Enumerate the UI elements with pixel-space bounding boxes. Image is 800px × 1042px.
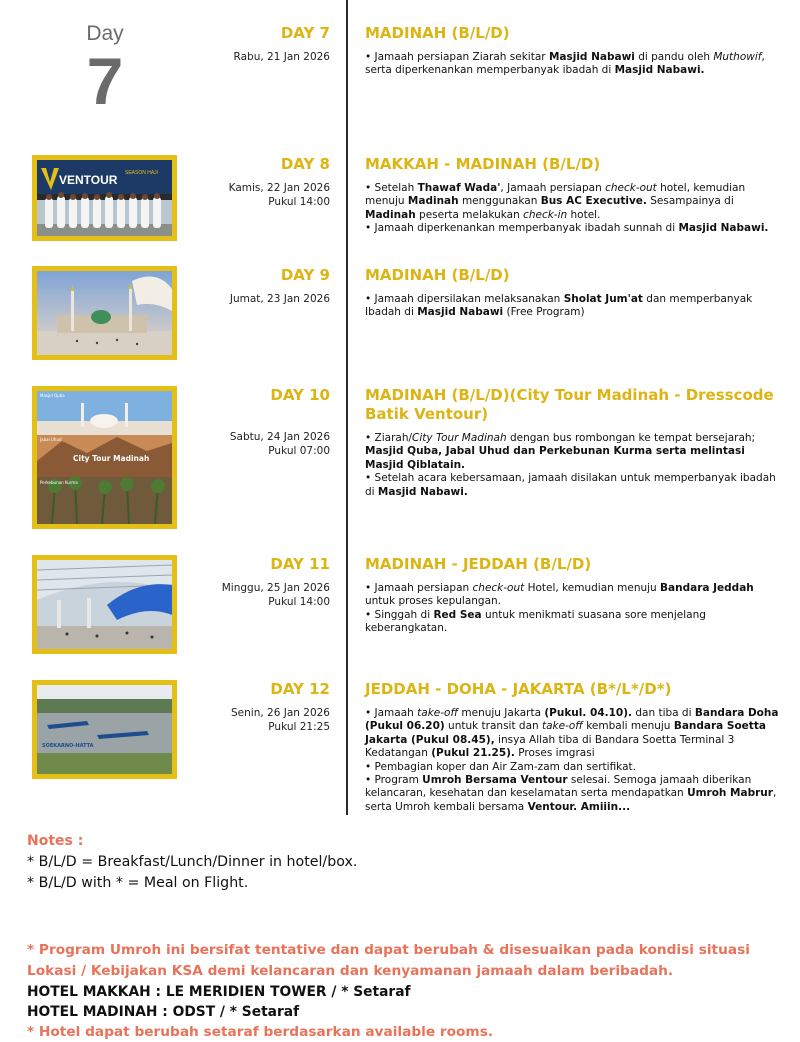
photo-label: Perkebunan Kurma bbox=[40, 480, 78, 485]
day-date-block bbox=[180, 24, 330, 64]
day-title: DAY 11 bbox=[270, 555, 330, 573]
day-date bbox=[180, 181, 330, 209]
day-heading: JEDDAH - DOHA - JAKARTA (B*/L*/D*) bbox=[365, 680, 672, 698]
bullet-item: • Jamaah dipersilakan melaksanakan Sholat Jum'at dan memperbanyak Ibadah di Masjid Nabawi (Free Program) bbox=[365, 293, 753, 319]
day-date-block bbox=[180, 680, 330, 734]
bullet-item: • Setelah acara kebersamaan, jamaah disilakan untuk memperbanyak ibadah di Masjid Nabawi. bbox=[365, 472, 776, 498]
day-title: DAY 7 bbox=[280, 24, 330, 42]
day-title: DAY 12 bbox=[270, 680, 330, 698]
day-title: DAY 9 bbox=[280, 266, 330, 284]
footer-section bbox=[27, 940, 787, 1042]
bullet-item: • Setelah Thawaf Wada', Jamaah persiapan check-out hotel, kemudian menuju Madinah menggunakan Bus AC Executive. Sesampainya di Madinah peserta melakukan check-in hotel. bbox=[365, 182, 746, 221]
day-time: Pukul 14:00 bbox=[268, 596, 330, 608]
bullet-item: • Jamaah persiapan Ziarah sekitar Masjid Nabawi di pandu oleh Muthowif, serta diperkenankan memperbanyak ibadah di Masjid Nabawi. bbox=[365, 51, 765, 77]
photo-city-tour-madinah bbox=[32, 386, 177, 529]
day-content bbox=[365, 155, 780, 236]
day-date-text: Senin, 26 Jan 2026 bbox=[231, 707, 330, 719]
day-description bbox=[365, 51, 780, 78]
photo-caption-small: SEASON HAJI bbox=[125, 170, 159, 176]
day-title: DAY 8 bbox=[280, 155, 330, 173]
photo-caption: SOEKARNO-HATTA bbox=[42, 743, 94, 749]
hotel-note: * Hotel dapat berubah setaraf berdasarkan available rooms. bbox=[27, 1024, 494, 1040]
day-description bbox=[365, 707, 780, 814]
day-date-text: Minggu, 25 Jan 2026 bbox=[221, 582, 330, 594]
notes-line: * B/L/D with * = Meal on Flight. bbox=[27, 875, 249, 891]
photo-caption: City Tour Madinah bbox=[73, 454, 150, 463]
photo-jeddah-airport bbox=[32, 555, 177, 654]
day-badge bbox=[60, 22, 150, 118]
day-description bbox=[365, 582, 780, 636]
day-date: Rabu, 21 Jan 2026 bbox=[233, 51, 330, 63]
photo-label: Jabal Uhud bbox=[40, 437, 62, 442]
day-title: DAY 10 bbox=[270, 386, 330, 404]
hotel-madinah: HOTEL MADINAH : ODST / * Setaraf bbox=[27, 1004, 300, 1020]
timeline-divider bbox=[346, 0, 348, 815]
day-date-block bbox=[180, 155, 330, 209]
day-date-text: Sabtu, 24 Jan 2026 bbox=[229, 431, 330, 443]
day-time: Pukul 14:00 bbox=[268, 196, 330, 208]
day-date: Jumat, 23 Jan 2026 bbox=[229, 293, 330, 305]
day-content bbox=[365, 555, 780, 636]
day-date-block bbox=[180, 386, 330, 458]
notes-section bbox=[27, 833, 787, 891]
bullet-item: • Jamaah diperkenankan memperbanyak ibadah sunnah di Masjid Nabawi. bbox=[365, 222, 769, 235]
day-content bbox=[365, 680, 780, 814]
notes-line: * B/L/D = Breakfast/Lunch/Dinner in hotel/box. bbox=[27, 854, 358, 870]
day-heading: MADINAH (B/L/D)(City Tour Madinah - Dresscode Batik Ventour) bbox=[365, 386, 774, 423]
day-date bbox=[180, 430, 330, 458]
day-heading: MADINAH (B/L/D) bbox=[365, 24, 510, 42]
tentative-warning: * Program Umroh ini bersifat tentative dan dapat berubah & disesuaikan pada kondisi situasi Lokasi / Kebijakan KSA demi kelancaran dan kenyamanan jamaah dalam beribadah. bbox=[27, 942, 750, 979]
day-description bbox=[365, 293, 780, 320]
day-heading: MADINAH - JEDDAH (B/L/D) bbox=[365, 555, 592, 573]
hotel-makkah: HOTEL MAKKAH : LE MERIDIEN TOWER / * Setaraf bbox=[27, 984, 411, 1000]
photo-masjid-nabawi bbox=[32, 266, 177, 360]
day-date-block bbox=[180, 555, 330, 609]
day-heading: MADINAH (B/L/D) bbox=[365, 266, 510, 284]
day-time: Pukul 21:25 bbox=[268, 721, 330, 733]
day-date-block bbox=[180, 266, 330, 306]
day-time: Pukul 07:00 bbox=[268, 445, 330, 457]
day-description bbox=[365, 182, 780, 236]
day-heading: MAKKAH - MADINAH (B/L/D) bbox=[365, 155, 601, 173]
photo-group-bus bbox=[32, 155, 177, 241]
photo-label: Masjid Quba bbox=[40, 393, 65, 398]
bullet-item: • Ziarah/City Tour Madinah dengan bus rombongan ke tempat bersejarah; Masjid Quba, Jabal Uhud dan Perkebunan Kurma serta melintasi Masjid Qiblatain. bbox=[365, 432, 756, 471]
bullet-item: • Jamaah take-off menuju Jakarta (Pukul. 04.10). dan tiba di Bandara Doha (Pukul 06.20) untuk transit dan take-off kembali menuju Bandara Soetta Jakarta (Pukul 08.45), insya Allah tiba di Bandara Soetta Terminal 3 Kedatangan (Pukul 21.25). Proses imgrasi bbox=[365, 707, 779, 760]
bullet-item: • Singgah di Red Sea untuk menikmati suasana sore menjelang keberangkatan. bbox=[365, 608, 706, 635]
notes-title: Notes : bbox=[27, 833, 84, 849]
day-content bbox=[365, 386, 780, 499]
day-date bbox=[180, 581, 330, 609]
bullet-item: • Pembagian koper dan Air Zam-zam dan sertifikat. bbox=[365, 760, 636, 773]
bullet-item: • Program Umroh Bersama Ventour selesai. Semoga jamaah diberikan kelancaran, kesehatan dan keselamatan serta mendapatkan Umroh Mabrur, serta Umroh kembali bersama Ventour. Amiiin... bbox=[365, 774, 777, 813]
photo-caption: VENTOUR bbox=[59, 173, 118, 187]
day-badge-number: 7 bbox=[86, 44, 124, 118]
day-description bbox=[365, 432, 780, 499]
day-content bbox=[365, 266, 780, 320]
day-content bbox=[365, 24, 780, 78]
photo-soetta-airport bbox=[32, 680, 177, 779]
day-date bbox=[180, 706, 330, 734]
day-date-text: Kamis, 22 Jan 2026 bbox=[228, 182, 330, 194]
day-badge-label: Day bbox=[86, 22, 124, 45]
bullet-item: • Jamaah persiapan check-out Hotel, kemudian menuju Bandara Jeddah untuk proses kepulangan. bbox=[365, 582, 754, 608]
